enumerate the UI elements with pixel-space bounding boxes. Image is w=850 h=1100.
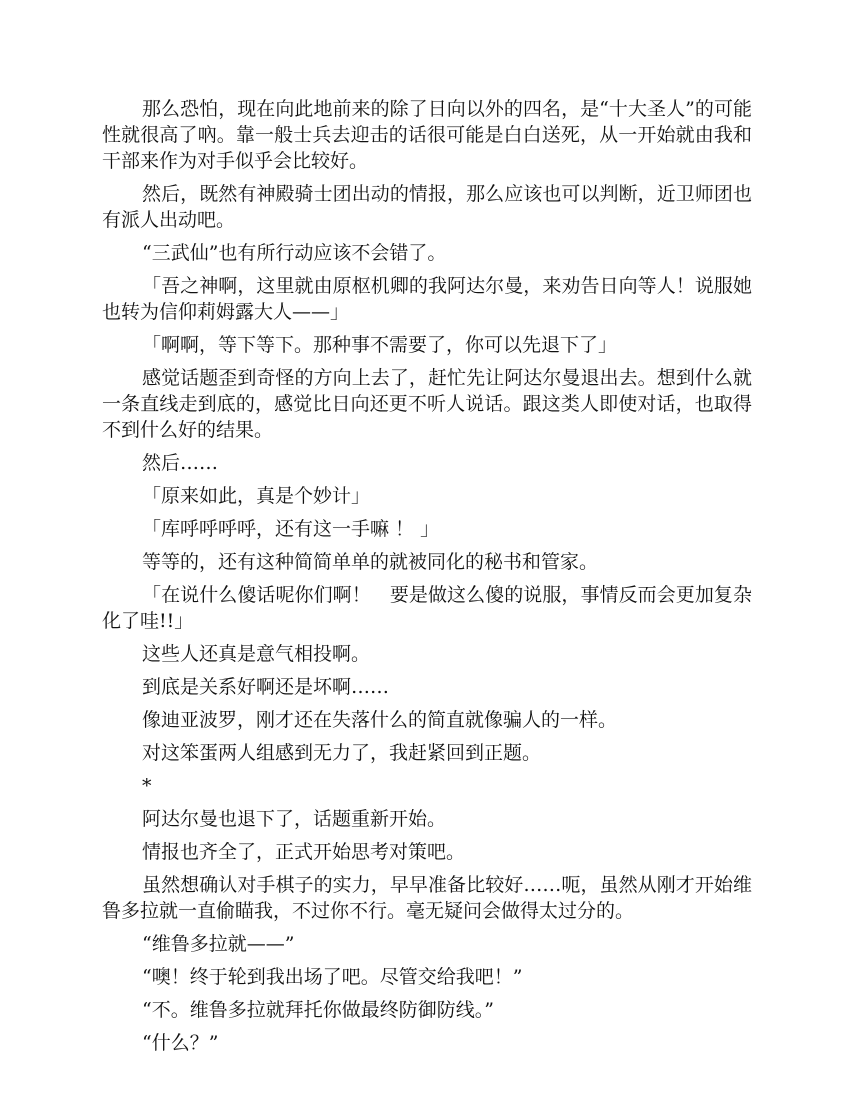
- paragraph: 到底是关系好啊还是坏啊……: [142, 676, 390, 698]
- paragraph: “不。维鲁多拉就拜托你做最终防御防线。”: [142, 999, 494, 1021]
- section-separator: *: [142, 775, 152, 797]
- paragraph: 然后，既然有神殿骑士团出动的情报，那么应该也可以判断，近卫师团也有派人出动吧。: [102, 183, 752, 231]
- text-body: [102, 96, 752, 1063]
- paragraph: 「啊啊，等下等下。那种事不需要了，你可以先退下了」: [142, 334, 618, 356]
- paragraph: 阿达尔曼也退下了，话题重新开始。: [142, 808, 447, 830]
- paragraph: “三武仙”也有所行动应该不会错了。: [142, 242, 447, 264]
- paragraph: 「在说什么傻话呢你们啊！ 要是做这么傻的说服，事情反而会更加复杂化了哇!!」: [102, 584, 752, 632]
- paragraph: 「库呼呼呼呼，还有这一手嘛 ！ 」: [142, 518, 440, 540]
- paragraph: “维鲁多拉就——”: [142, 933, 295, 955]
- paragraph: 这些人还真是意气相投啊。: [142, 643, 371, 665]
- paragraph: 像迪亚波罗，刚才还在失落什么的简直就像骗人的一样。: [142, 709, 618, 731]
- paragraph: “噢！终于轮到我出场了吧。尽管交给我吧！”: [142, 966, 523, 988]
- paragraph: 「原来如此，真是个妙计」: [142, 485, 371, 507]
- paragraph: 等等的，还有这种简简单单的就被同化的秘书和管家。: [142, 551, 599, 573]
- paragraph: 然后……: [142, 452, 219, 474]
- paragraph: 对这笨蛋两人组感到无力了，我赶紧回到正题。: [142, 742, 542, 764]
- paragraph: 感觉话题歪到奇怪的方向上去了，赶忙先让阿达尔曼退出去。想到什么就一条直线走到底的，感觉比日向还更不听人说话。跟这类人即使对话，也取得不到什么好的结果。: [102, 367, 752, 441]
- paragraph: “什么？”: [142, 1032, 219, 1054]
- paragraph: 情报也齐全了，正式开始思考对策吧。: [142, 841, 466, 863]
- paragraph: 那么恐怕，现在向此地前来的除了日向以外的四名，是“十大圣人”的可能性就很高了吶。靠一般士兵去迎击的话很可能是白白送死，从一开始就由我和干部来作为对手似乎会比较好。: [102, 98, 752, 172]
- paragraph: 虽然想确认对手棋子的实力，早早准备比较好……呃，虽然从刚才开始维鲁多拉就一直偷瞄我，不过你不行。毫无疑问会做得太过分的。: [102, 874, 752, 922]
- paragraph: 「吾之神啊，这里就由原枢机卿的我阿达尔曼，来劝告日向等人！说服她也转为信仰莉姆露大人——」: [102, 275, 752, 323]
